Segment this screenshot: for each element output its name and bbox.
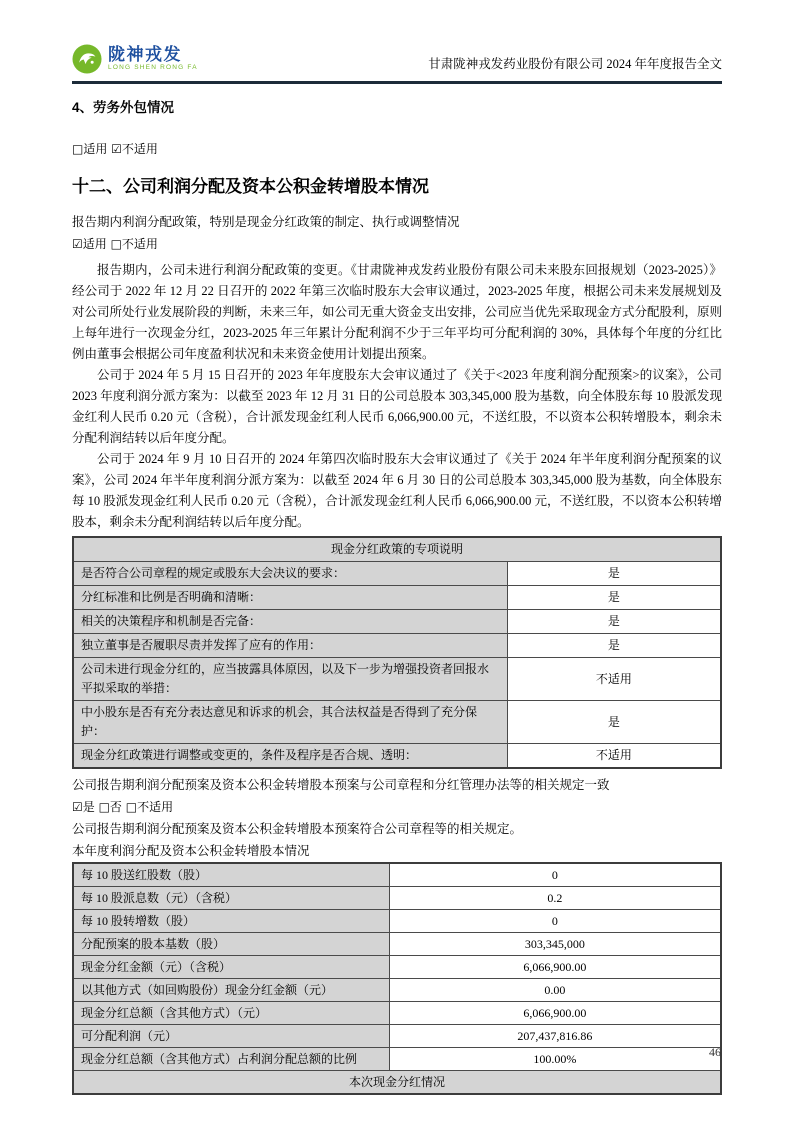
- table-row: [73, 979, 721, 1002]
- table-row: [73, 910, 721, 933]
- paragraph-policy-change: 报告期内，公司未进行利润分配政策的变更。《甘肃陇神戎发药业股份有限公司未来股东回报规划（2023-2025）》经公司于 2022 年 12 月 22 日召开的 2022 年第三次临时股东大会审议通过，2023-2025 年度，根据公司未来发展规划及对公司所处行业发展阶段的判断，未来三年，如公司无重大资金支出安排，公司应当优先采取现金方式分配股利，原则上每年进行一次现金分红，2023-2025 年三年累计分配利润不少于三年平均可分配利润的 30%，具体每个年度的分红比例由董事会根据公司年度盈利状况和未来资金使用计划提出预案。: [72, 263, 723, 361]
- policy-row-value: 是: [507, 610, 721, 634]
- distribution-row-label: 每 10 股转增数（股）: [73, 910, 389, 933]
- logo-icon: [72, 44, 102, 74]
- paragraph-2023-dividend: 公司于 2024 年 5 月 15 日召开的 2023 年年度股东大会审议通过了《关于<2023 年度利润分配预案>的议案》，公司 2023 年度利润分派方案为：以截至 2023 年 12 月 31 日的公司总股本 303,345,000 股为基数，向全体股东每 10 股派发现金红利人民币 0.20 元（含税），合计派发现金红利人民币 6,066,900.00 元，不送红股，不以资本公积转增股本，剩余未分配利润结转以后年度分配。: [72, 368, 722, 445]
- logo-brand-en: LONG SHEN RONG FA: [108, 64, 198, 72]
- distribution-row-value: 6,066,900.00: [389, 956, 721, 979]
- distribution-table: [72, 862, 722, 1095]
- distribution-row-value: 0.00: [389, 979, 721, 1002]
- policy-paragraphs: [72, 260, 722, 533]
- policy-row-label: 中小股东是否有充分表达意见和诉求的机会，其合法权益是否得到了充分保护：: [73, 701, 507, 744]
- distribution-row-value: 207,437,816.86: [389, 1025, 721, 1048]
- paragraph-2024h1-dividend: 公司于 2024 年 9 月 10 日召开的 2024 年第四次临时股东大会审议通过了《关于 2024 年半年度利润分配预案的议案》，公司 2024 年半年度利润分派方案为：以截至 2024 年 6 月 30 日的公司总股本 303,345,000 股为基数，向全体股东每 10 股派发现金红利人民币 0.20 元（含税），合计派发现金红利人民币 6,066,900.00 元，不送红股，不以资本公积转增股本，剩余未分配利润结转以后年度分配。: [72, 452, 723, 529]
- table-row: [73, 658, 721, 701]
- consistency-statement: 公司报告期利润分配预案及资本公积金转增股本预案与公司章程和分红管理办法等的相关规定一致: [72, 778, 610, 792]
- distribution-row-label: 每 10 股送红股数（股）: [73, 863, 389, 887]
- distribution-row-label: 以其他方式（如回购股份）现金分红金额（元）: [73, 979, 389, 1002]
- company-logo: [72, 44, 198, 74]
- table-row: [73, 562, 721, 586]
- distribution-row-value: 303,345,000: [389, 933, 721, 956]
- logo-text: [108, 46, 198, 72]
- table-row: [73, 863, 721, 887]
- distribution-row-value: 100.00%: [389, 1048, 721, 1071]
- table-row: [73, 1002, 721, 1025]
- table-row: [73, 1048, 721, 1071]
- table-row: [73, 887, 721, 910]
- table-row: [73, 933, 721, 956]
- page-header: [72, 0, 722, 84]
- policy-intro-line: 报告期内利润分配政策，特别是现金分红政策的制定、执行或调整情况: [72, 215, 460, 229]
- labor-applicability-line: □适用 ☑不适用: [72, 142, 158, 156]
- policy-row-value: 不适用: [507, 744, 721, 769]
- heading-labor-outsourcing: 4、劳务外包情况: [72, 100, 175, 115]
- table-row: [73, 634, 721, 658]
- compliance-statement: 公司报告期利润分配预案及资本公积金转增股本预案符合公司章程等的相关规定。: [72, 822, 523, 836]
- table-row: [73, 956, 721, 979]
- report-title: 甘肃陇神戎发药业股份有限公司 2024 年年度报告全文: [428, 57, 722, 71]
- policy-row-label: 现金分红政策进行调整或变更的，条件及程序是否合规、透明：: [73, 744, 507, 769]
- policy-table: [72, 536, 722, 769]
- distribution-row-label: 分配预案的股本基数（股）: [73, 933, 389, 956]
- table-row: [73, 701, 721, 744]
- policy-row-label: 公司未进行现金分红的，应当披露具体原因，以及下一步为增强投资者回报水平拟采取的举措：: [73, 658, 507, 701]
- table-row: [73, 1071, 721, 1095]
- distribution-table-caption: 本年度利润分配及资本公积金转增股本情况: [72, 844, 310, 858]
- table-row: [73, 610, 721, 634]
- table-row: [73, 744, 721, 769]
- policy-table-title: 现金分红政策的专项说明: [73, 537, 721, 562]
- consistency-options-line: ☑是 □否 □不适用: [72, 800, 174, 814]
- table-row: [73, 537, 721, 562]
- policy-row-value: 不适用: [507, 658, 721, 701]
- policy-row-label: 分红标准和比例是否明确和清晰：: [73, 586, 507, 610]
- heading-profit-distribution: 十二、公司利润分配及资本公积金转增股本情况: [72, 177, 429, 196]
- distribution-row-label: 现金分红总额（含其他方式）占利润分配总额的比例: [73, 1048, 389, 1071]
- distribution-row-label: 现金分红金额（元）（含税）: [73, 956, 389, 979]
- policy-applicability-line: ☑适用 □不适用: [72, 237, 158, 251]
- policy-row-label: 独立董事是否履职尽责并发挥了应有的作用：: [73, 634, 507, 658]
- table-row: [73, 1025, 721, 1048]
- policy-row-label: 相关的决策程序和机制是否完备：: [73, 610, 507, 634]
- distribution-row-value: 0: [389, 863, 721, 887]
- logo-brand-cn: 陇神戎发: [108, 45, 182, 65]
- policy-row-value: 是: [507, 701, 721, 744]
- page-number: 46: [709, 1045, 721, 1059]
- distribution-row-label: 现金分红总额（含其他方式）（元）: [73, 1002, 389, 1025]
- policy-row-value: 是: [507, 586, 721, 610]
- distribution-row-label: 可分配利润（元）: [73, 1025, 389, 1048]
- policy-row-value: 是: [507, 634, 721, 658]
- distribution-table-footer: 本次现金分红情况: [73, 1071, 721, 1095]
- distribution-row-value: 6,066,900.00: [389, 1002, 721, 1025]
- policy-row-value: 是: [507, 562, 721, 586]
- table-row: [73, 586, 721, 610]
- distribution-row-label: 每 10 股派息数（元）（含税）: [73, 887, 389, 910]
- policy-row-label: 是否符合公司章程的规定或股东大会决议的要求：: [73, 562, 507, 586]
- distribution-row-value: 0.2: [389, 887, 721, 910]
- distribution-row-value: 0: [389, 910, 721, 933]
